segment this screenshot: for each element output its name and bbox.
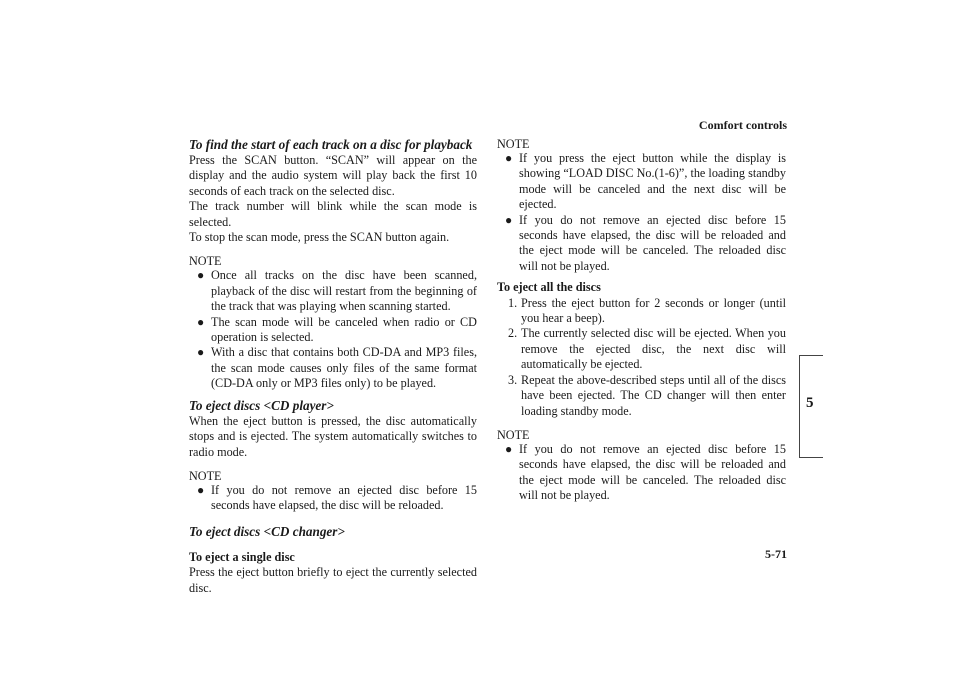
note-item: ● If you do not remove an ejected disc before 15 seconds have elapsed, the disc will be reloaded and the eject mode will be canceled. The reloaded disc will not be played. [505, 441, 786, 503]
note-item: ● If you do not remove an ejected disc before 15 seconds have elapsed, the disc will be reloaded and the eject mode will be canceled. The reloaded disc will not be played. [505, 212, 786, 273]
step-item: 3. Repeat the above-described steps until all of the discs have been ejected. The CD changer will then enter loading standby mode. [508, 372, 786, 418]
heading-eject-cd-changer: To eject discs <CD changer> [189, 523, 345, 539]
chapter-tab [799, 355, 823, 458]
section-header: Comfort controls [698, 118, 787, 132]
left-column [189, 137, 477, 596]
note-list [189, 268, 477, 391]
bullet-icon: ● [197, 268, 205, 283]
bullet-icon: ● [197, 314, 205, 329]
bullet-icon: ● [505, 441, 513, 456]
note-item: ● If you press the eject button while the display is showing “LOAD DISC No.(1-6)”, the loading standby mode will be canceled and the next disc will be ejected. [505, 151, 786, 212]
note-label: NOTE [497, 137, 530, 151]
paragraph: Press the eject button briefly to eject the currently selected disc. [189, 565, 477, 595]
step-item: 2. The currently selected disc will be ejected. When you remove the ejected disc, the next disc will automatically be ejected. [508, 326, 786, 372]
note-item: ● With a disc that contains both CD-DA and MP3 files, the scan mode causes only files of the same format (CD-DA only or MP3 files only) to be played. [197, 345, 477, 391]
note-list [189, 483, 477, 514]
subheading-eject-single: To eject a single disc [189, 549, 295, 564]
heading-scan-tracks: To find the start of each track on a disc for playback [189, 137, 473, 152]
bullet-icon: ● [197, 482, 205, 497]
right-column [497, 137, 786, 504]
bullet-icon: ● [505, 151, 513, 165]
bullet-icon: ● [505, 212, 513, 227]
subheading-eject-all: To eject all the discs [497, 280, 601, 295]
chapter-tab-number: 5 [806, 395, 814, 411]
note-label: NOTE [189, 254, 222, 269]
paragraph: When the eject button is pressed, the disc automatically stops and is ejected. The system automatically switches to radio mode. [189, 413, 477, 459]
note-label: NOTE [497, 427, 530, 442]
note-label: NOTE [189, 468, 222, 483]
bullet-icon: ● [197, 345, 205, 360]
step-item: 1. Press the eject button for 2 seconds or longer (until you hear a beep). [508, 295, 786, 326]
steps-list [497, 296, 786, 419]
note-item: ● If you do not remove an ejected disc before 15 seconds have elapsed, the disc will be reloaded. [197, 482, 477, 513]
note-list [497, 151, 786, 274]
heading-eject-cd-player: To eject discs <CD player> [189, 397, 334, 413]
paragraph: Press the SCAN button. “SCAN” will appear on the display and the audio system will play back the first 10 seconds of each track on the selected disc. [189, 153, 477, 198]
note-item: ● Once all tracks on the disc have been scanned, playback of the disc will restart from the beginning of the track that was playing when scanning started. [197, 268, 477, 314]
paragraph: The track number will blink while the scan mode is selected. [189, 199, 477, 229]
paragraph: To stop the scan mode, press the SCAN button again. [189, 230, 450, 245]
note-item: ● The scan mode will be canceled when radio or CD operation is selected. [197, 314, 477, 345]
page-number: 5-71 [765, 547, 787, 561]
note-list [497, 442, 786, 504]
